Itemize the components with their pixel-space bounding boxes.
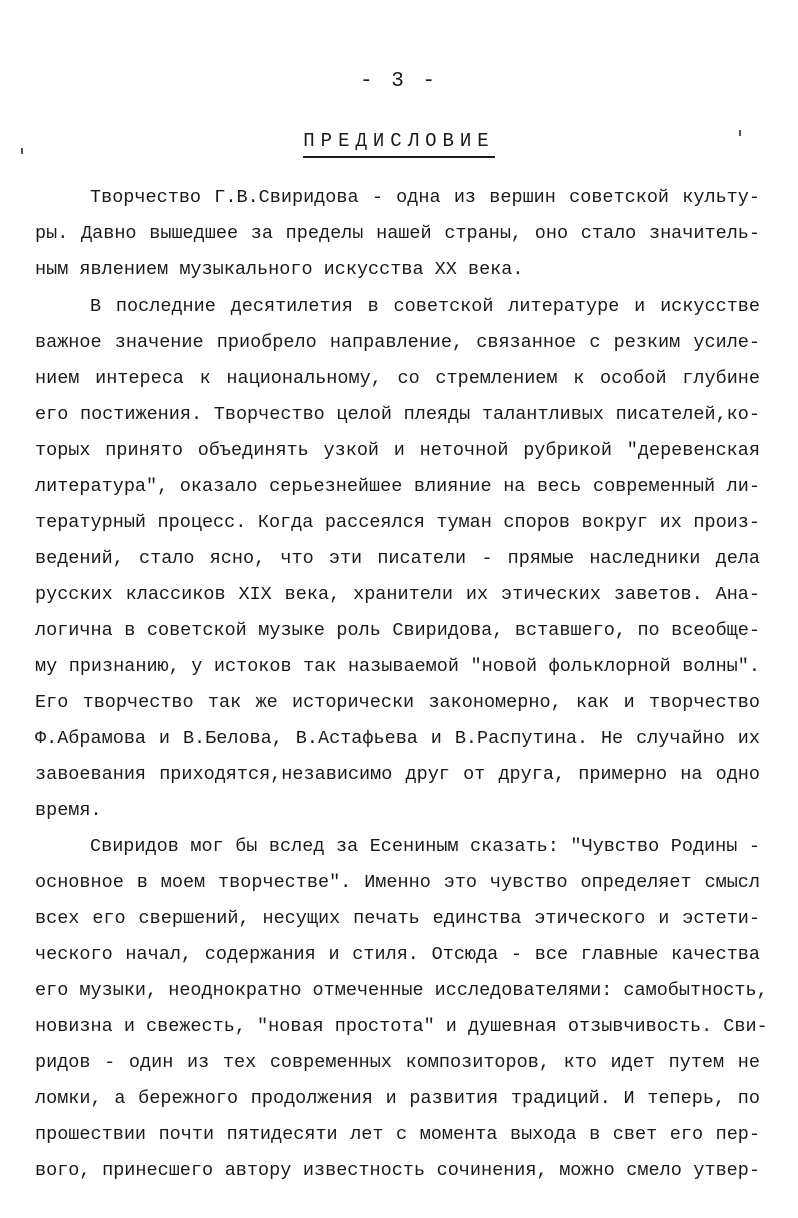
text-line: му признанию, у истоков так называемой "новой фольклорной волны". — [35, 656, 760, 677]
text-line: ческого начал, содержания и стиля. Отсюда - все главные качества — [35, 944, 760, 965]
title-container — [0, 130, 798, 158]
text-line: ведений, стало ясно, что эти писатели - прямые наследники дела — [35, 548, 760, 569]
text-line: прошествии почти пятидесяти лет с момента выхода в свет его пер- — [35, 1124, 760, 1145]
text-line: Его творчество так же исторически закономерно, как и творчество — [35, 692, 760, 713]
text-line: время. — [35, 800, 102, 821]
text-line: Свиридов мог бы вслед за Есениным сказать: "Чувство Родины - — [90, 836, 760, 857]
text-line: нием интереса к национальному, со стремлением к особой глубине — [35, 368, 760, 389]
text-line: его постижения. Творчество целой плеяды талантливых писателей,ко- — [35, 404, 760, 425]
scan-mark — [739, 130, 741, 136]
text-line: вого, принесшего автору известность сочинения, можно смело утвер- — [35, 1160, 760, 1181]
text-line: Ф.Абрамова и В.Белова, В.Астафьева и В.Распутина. Не случайно их — [35, 728, 760, 749]
page-number: - 3 - — [359, 70, 438, 93]
text-line: Творчество Г.В.Свиридова - одна из вершин советской культу- — [90, 187, 760, 208]
text-line: русских классиков XIX века, хранители их этических заветов. Ана- — [35, 584, 760, 605]
text-line: торых принято объединять узкой и неточной рубрикой "деревенская — [35, 440, 760, 461]
text-line: логична в советской музыке роль Свиридова, вставшего, по всеобще- — [35, 620, 760, 641]
text-line: завоевания приходятся,независимо друг от друга, примерно на одно — [35, 764, 760, 785]
text-line: основное в моем творчестве". Именно это чувство определяет смысл — [35, 872, 760, 893]
text-line: ломки, а бережного продолжения и развития традиций. И теперь, по — [35, 1088, 760, 1109]
text-line: ридов - один из тех современных композиторов, кто идет путем не — [35, 1052, 760, 1073]
text-line: всех его свершений, несущих печать единства этического и эстети- — [35, 908, 760, 929]
text-line: ры. Давно вышедшее за пределы нашей страны, оно стало значитель- — [35, 223, 760, 244]
text-line: литература", оказало серьезнейшее влияние на весь современный ли- — [35, 476, 760, 497]
text-line: В последние десятилетия в советской литературе и искусстве — [90, 296, 760, 317]
section-title: ПРЕДИСЛОВИЕ — [303, 130, 494, 158]
text-line: новизна и свежесть, "новая простота" и душевная отзывчивость. Сви- — [35, 1016, 768, 1037]
text-line: его музыки, неоднократно отмеченные исследователями: самобытность, — [35, 980, 768, 1001]
text-line: тературный процесс. Когда рассеялся туман споров вокруг их произ- — [35, 512, 760, 533]
text-line: ным явлением музыкального искусства XX века. — [35, 259, 524, 280]
scan-mark — [21, 148, 23, 154]
text-line: важное значение приобрело направление, связанное с резким усиле- — [35, 332, 760, 353]
